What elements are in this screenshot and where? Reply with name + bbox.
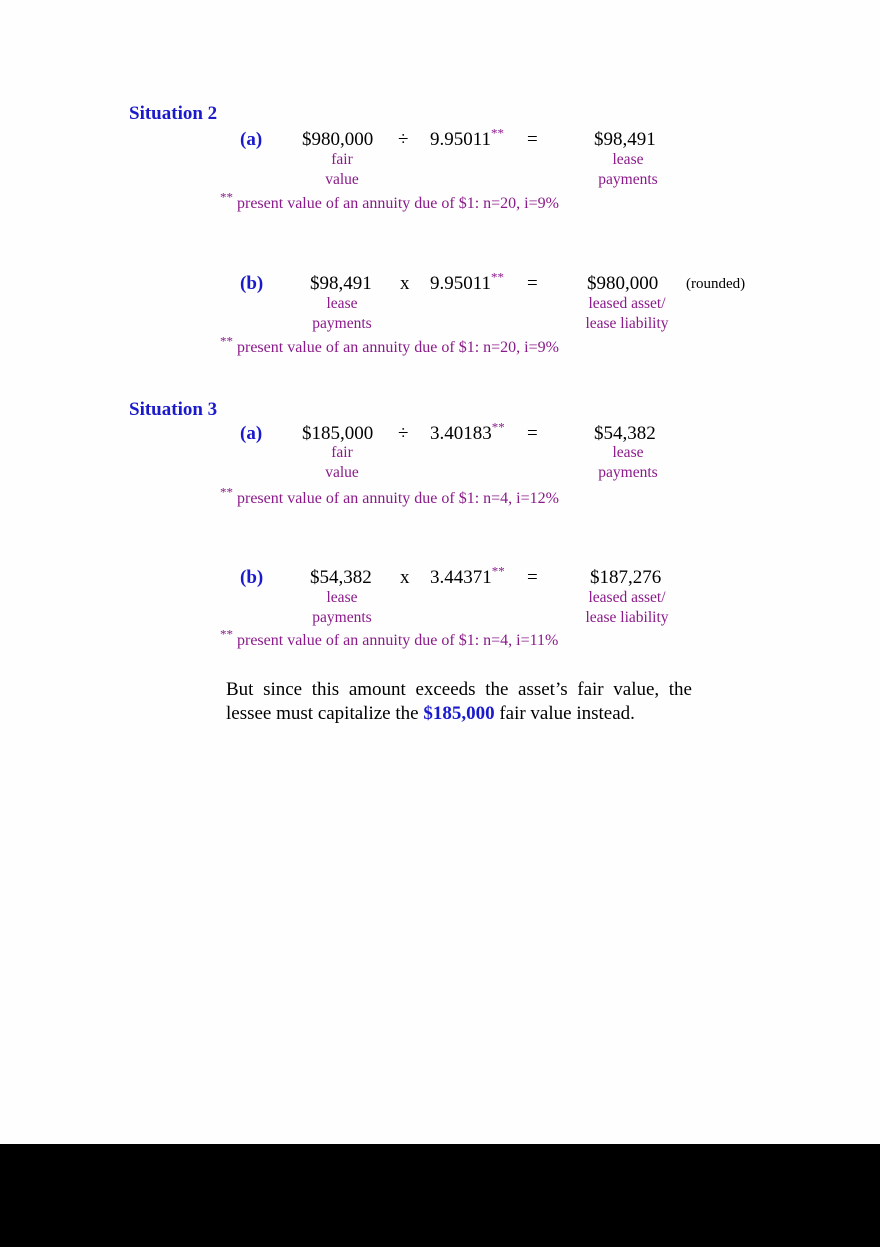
s3a-factor: [430, 419, 505, 445]
s3b-operand-caption: [300, 588, 384, 628]
s3b-factor: [430, 563, 505, 589]
s2a-result-caption: [586, 150, 670, 190]
caption-line: payments: [312, 315, 372, 332]
s3a-equals: =: [527, 423, 538, 444]
s3a-operand-caption: [300, 443, 384, 483]
footnote-mark: **: [491, 125, 505, 141]
s3b-result: $187,276: [590, 567, 662, 588]
s2a-label: (a): [240, 129, 263, 150]
caption-line: lease: [326, 589, 358, 606]
s2b-factor: [430, 269, 505, 295]
s2b-equals: =: [527, 273, 538, 294]
caption-line: value: [325, 464, 359, 481]
s3b-equals: =: [527, 567, 538, 588]
footnote-mark: **: [220, 333, 233, 349]
s2b-operator: x: [400, 273, 410, 294]
footnote-mark: **: [220, 189, 233, 205]
s3b-operator: x: [400, 567, 410, 588]
caption-line: payments: [598, 171, 658, 188]
s3a-operand: $185,000: [302, 423, 374, 444]
s2a-result: $98,491: [594, 129, 656, 150]
s3b-result-caption: [570, 588, 684, 628]
factor-value: 3.44371: [430, 567, 492, 588]
highlight-amount: $185,000: [423, 703, 495, 724]
s2b-footnote: [220, 333, 559, 357]
conclusion-paragraph: [226, 678, 692, 726]
s3a-operator: ÷: [398, 423, 409, 444]
bottom-black-band: [0, 1144, 880, 1247]
s2a-operand-caption: [300, 150, 384, 190]
s3a-result-caption: [586, 443, 670, 483]
footnote-text: present value of an annuity due of $1: n=4, i=12%: [237, 490, 559, 507]
caption-line: lease: [326, 295, 358, 312]
s2b-result: $980,000: [587, 273, 659, 294]
caption-line: value: [325, 171, 359, 188]
footnote-mark: **: [491, 419, 505, 435]
caption-line: leased asset/: [588, 589, 666, 606]
footnote-text: present value of an annuity due of $1: n=20, i=9%: [237, 339, 559, 356]
s3a-footnote: [220, 484, 559, 508]
s2a-operand: $980,000: [302, 129, 374, 150]
footnote-text: present value of an annuity due of $1: n=20, i=9%: [237, 195, 559, 212]
s2b-result-caption: [570, 294, 684, 334]
situation-3-heading: Situation 3: [129, 399, 218, 420]
s2a-footnote: [220, 189, 559, 213]
caption-line: lease liability: [585, 315, 669, 332]
footnote-mark: **: [491, 269, 505, 285]
factor-value: 9.95011: [430, 129, 492, 150]
s3b-operand: $54,382: [310, 567, 372, 588]
conclusion-text: fair value instead.: [494, 703, 635, 724]
caption-line: lease: [612, 444, 644, 461]
footnote-mark: **: [220, 484, 233, 500]
s2a-operator: ÷: [398, 129, 409, 150]
s2a-equals: =: [527, 129, 538, 150]
s3a-label: (a): [240, 423, 263, 444]
caption-line: payments: [312, 609, 372, 626]
caption-line: payments: [598, 464, 658, 481]
s2a-factor: [430, 125, 505, 151]
caption-line: lease liability: [585, 609, 669, 626]
caption-line: lease: [612, 151, 644, 168]
caption-line: fair: [331, 444, 353, 461]
conclusion-line-2: [226, 702, 692, 726]
caption-line: fair: [331, 151, 353, 168]
caption-line: leased asset/: [588, 295, 666, 312]
factor-value: 9.95011: [430, 273, 492, 294]
s3a-result: $54,382: [594, 423, 656, 444]
factor-value: 3.40183: [430, 423, 492, 444]
footnote-mark: **: [491, 563, 505, 579]
s3b-footnote: [220, 626, 559, 650]
footnote-mark: **: [220, 626, 233, 642]
conclusion-text: lessee must capitalize the: [226, 703, 424, 724]
s3b-label: (b): [240, 567, 264, 588]
s2b-operand-caption: [300, 294, 384, 334]
conclusion-line-1: But since this amount exceeds the asset’s fair value, the: [226, 679, 692, 700]
s2b-operand: $98,491: [310, 273, 372, 294]
s2b-label: (b): [240, 273, 264, 294]
s2b-rounded-note: (rounded): [686, 276, 746, 292]
situation-2-heading: Situation 2: [129, 103, 218, 124]
footnote-text: present value of an annuity due of $1: n=4, i=11%: [237, 632, 559, 649]
